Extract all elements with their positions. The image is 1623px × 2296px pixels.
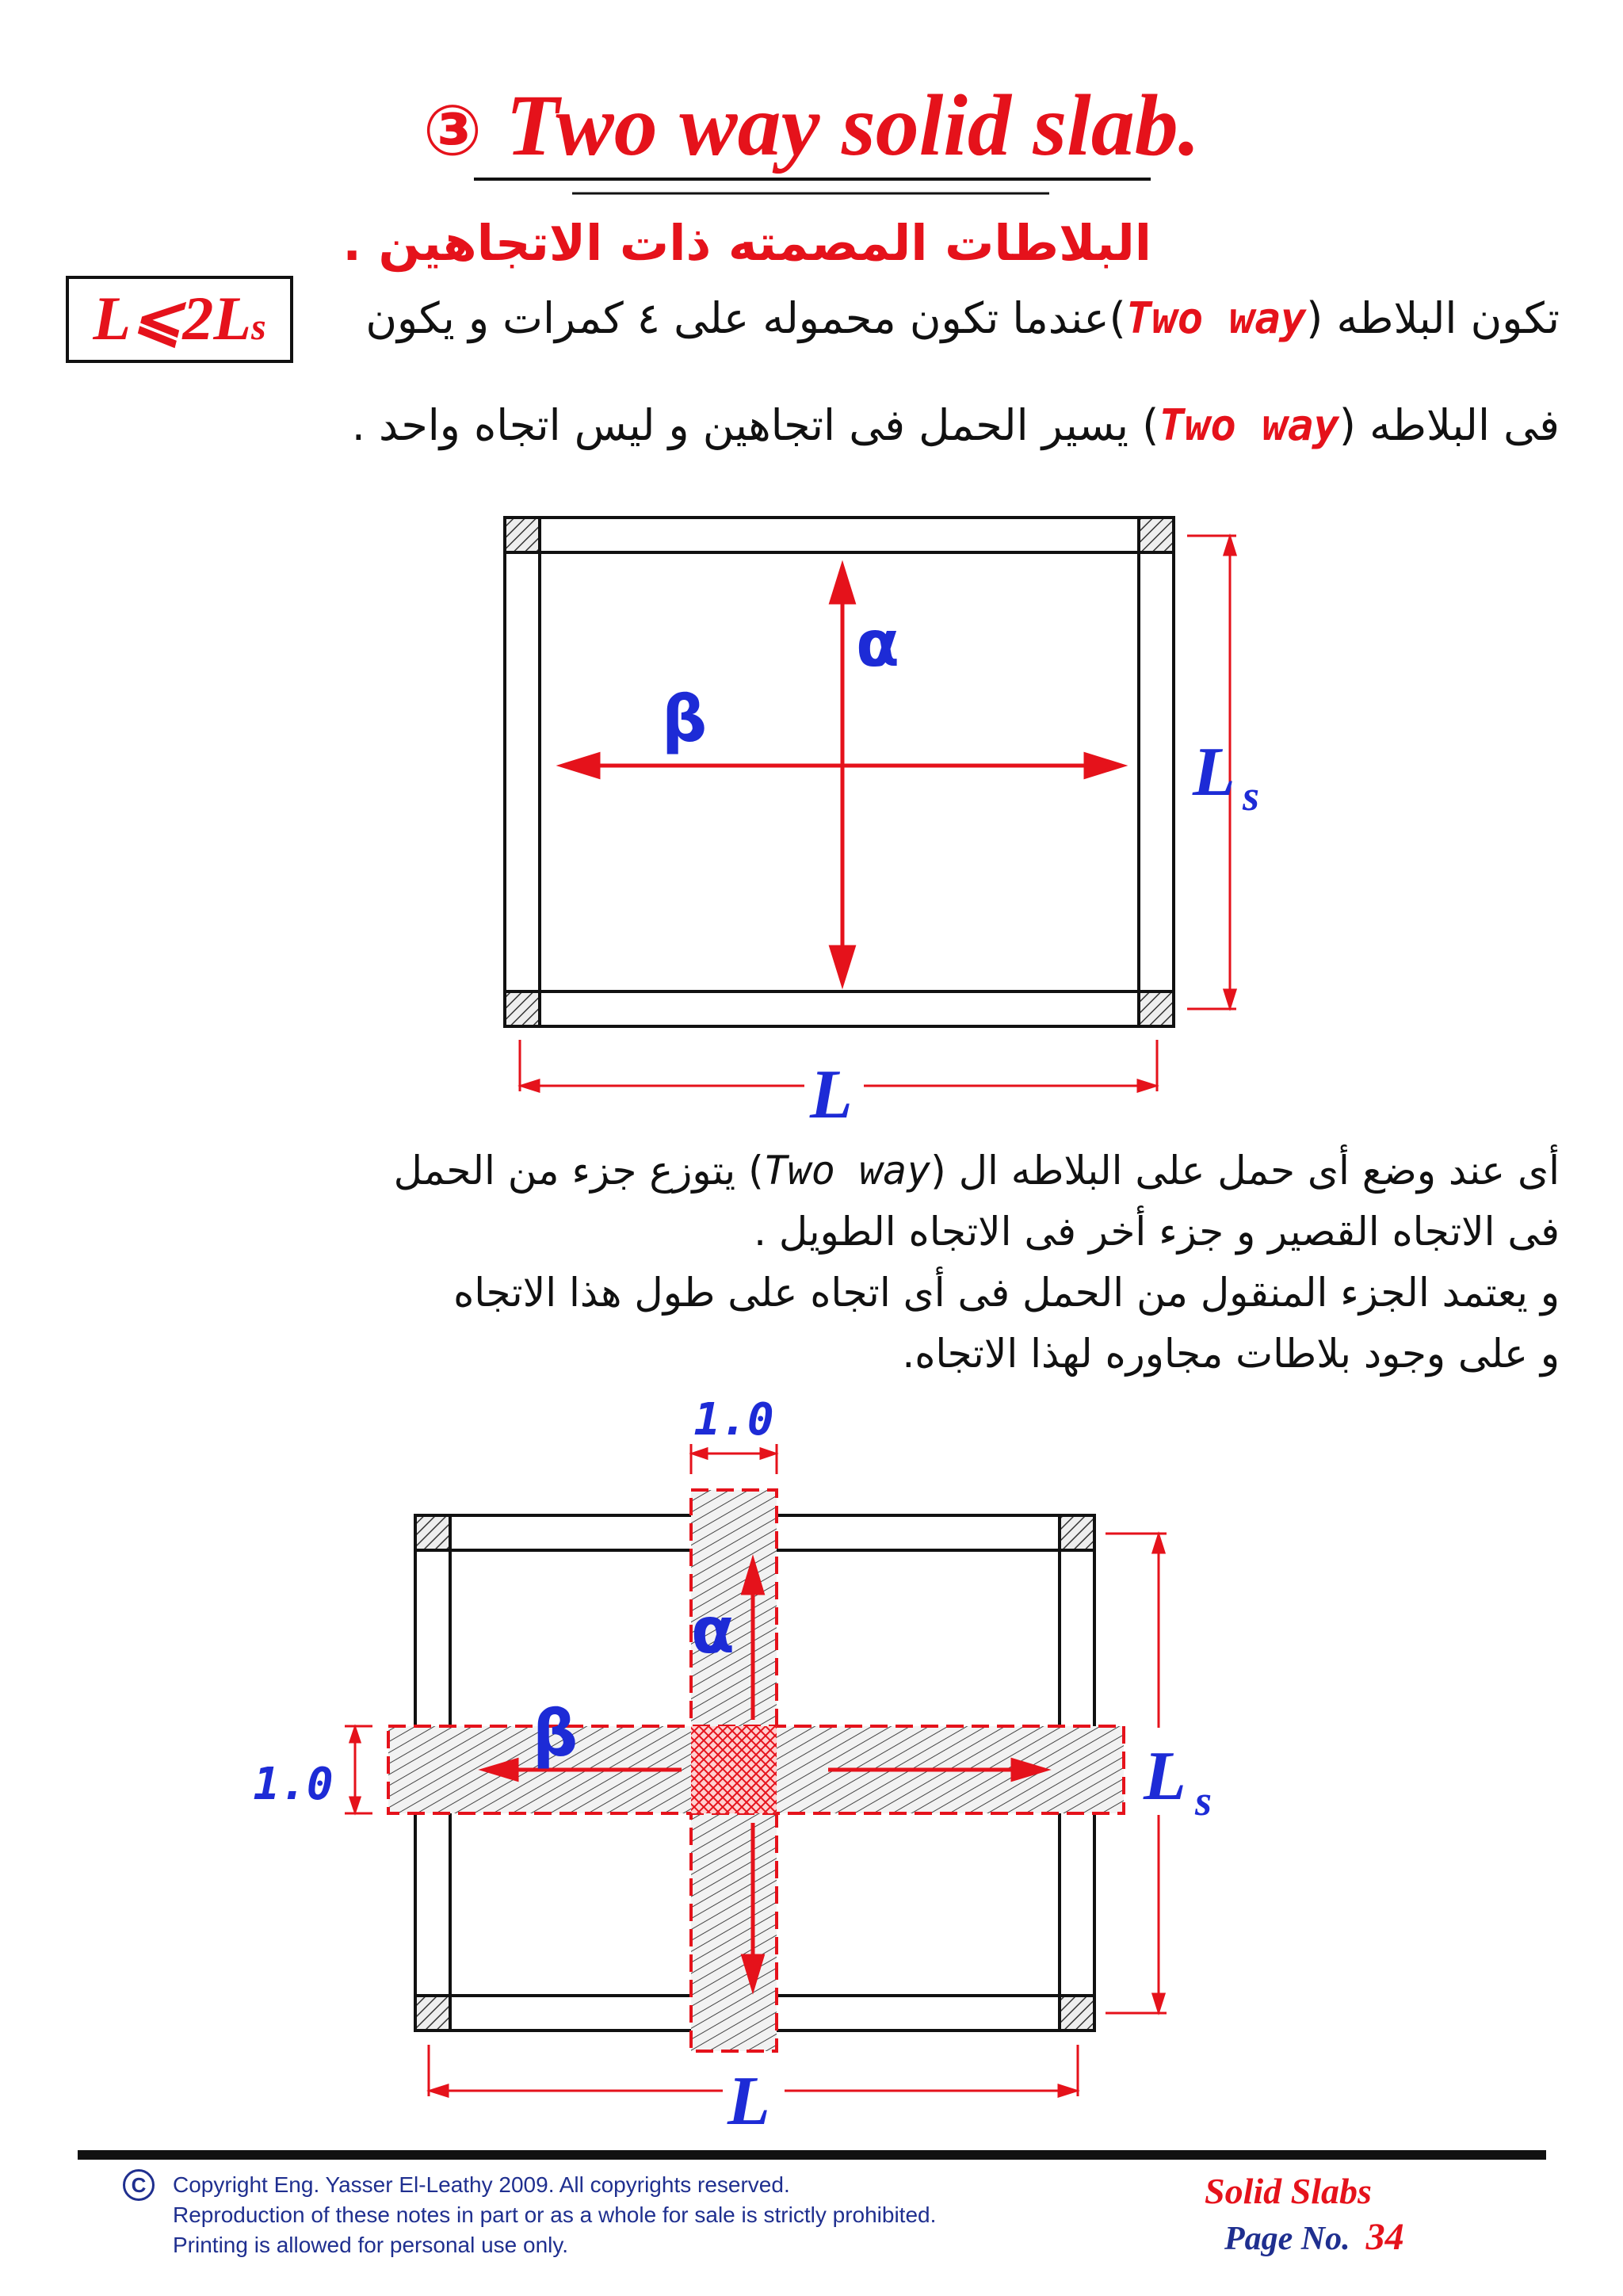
ls-subscript: s [1195, 1777, 1212, 1824]
ls-subscript: s [1243, 772, 1260, 819]
l-label: L [727, 2063, 770, 2140]
two-way-term: Two way [763, 1148, 931, 1194]
strip-width-top-label: 1.0 [693, 1394, 774, 1446]
column-corner [1061, 1517, 1093, 1549]
two-way-term: Two way [1125, 293, 1307, 343]
intro-line-1-end: )عندما تكون محموله على ٤ كمرات و يكون [365, 293, 1126, 343]
author-name: Eng. Yasser El-Leathy 2009 [273, 2172, 548, 2197]
alpha-label: α [856, 607, 899, 681]
title-text: Two way solid slab. [506, 77, 1201, 174]
strip-intersection [691, 1726, 777, 1813]
beta-label: β [533, 1697, 579, 1771]
explanation-line-4: و على وجود بلاطات مجاوره لهذا الاتجاه. [902, 1331, 1560, 1377]
footer-line-3: Printing is allowed for personal use only. [173, 2233, 569, 2257]
column-corner [417, 1517, 449, 1549]
strip-width-left-dimension [345, 1726, 372, 1813]
ls-label: L [1144, 1738, 1186, 1815]
copyright-icon: C [123, 2169, 155, 2201]
diagram-2 [253, 1394, 1212, 2140]
explanation-line-3: و يعتمد الجزء المنقول من الحمل فى أى اتجاه على طول هذا الاتجاه [453, 1270, 1560, 1316]
slab-inner [540, 552, 1139, 991]
page-label: Page No. [1224, 2221, 1350, 2257]
strip-width-top-dimension [691, 1444, 777, 1474]
section-number: ③ [422, 90, 483, 171]
footer-rule [78, 2150, 1546, 2160]
column-corner [1140, 519, 1172, 551]
footer-section-title: Solid Slabs [1205, 2171, 1372, 2211]
diagram-1 [505, 518, 1259, 1133]
column-corner [1140, 993, 1172, 1025]
footer-line-2: Reproduction of these notes in part or as a whole for sale is strictly prohibited. [173, 2202, 937, 2227]
column-corner [506, 993, 538, 1025]
footer-line-1: Copyright Eng. Yasser El-Leathy 2009. All copyrights reserved. [173, 2172, 790, 2197]
intro-line-2-end: ) يسير الحمل فى اتجاهين و ليس اتجاه واحد . [351, 400, 1159, 450]
strip-width-left-label: 1.0 [253, 1759, 334, 1810]
column-corner [1061, 1997, 1093, 2029]
column-corner [506, 519, 538, 551]
formula-subscript: s [250, 306, 266, 348]
explanation-line-2: فى الاتجاه القصير و جزء أخر فى الاتجاه الطويل . [754, 1209, 1560, 1255]
explanation-line-1-end: ) يتوزع جزء من الحمل [393, 1148, 764, 1194]
formula-main: L⩽2L [93, 284, 251, 353]
explanation-line-1-start: أى عند وضع أى حمل على البلاطه ال ( [930, 1148, 1560, 1194]
intro-line-2-start: فى البلاطه ( [1338, 400, 1560, 450]
column-corner [417, 1997, 449, 2029]
ls-label: L [1193, 734, 1235, 811]
footer-copyright [173, 2170, 936, 2260]
footer-page-number [1224, 2215, 1404, 2259]
load-arrows [563, 567, 1121, 983]
beta-label: β [662, 682, 708, 756]
alpha-label: α [691, 1594, 735, 1668]
intro-line-1-start: تكون البلاطه ( [1306, 293, 1560, 343]
l-label: L [810, 1056, 853, 1133]
page-number: 34 [1365, 2216, 1404, 2258]
arabic-subtitle: البلاطات المصمته ذات الاتجاهين . [342, 214, 1151, 272]
two-way-term: Two way [1159, 400, 1339, 450]
